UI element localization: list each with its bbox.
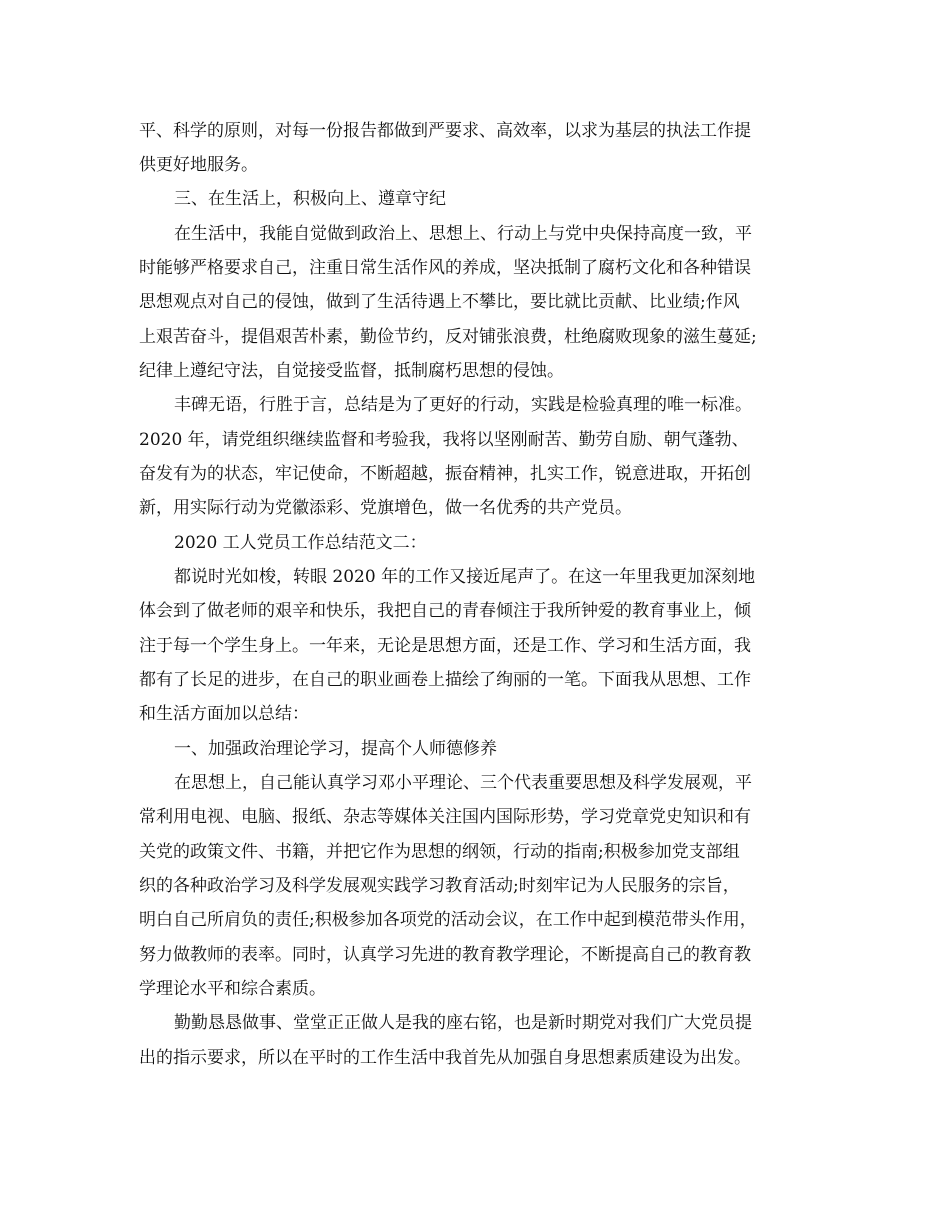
- text-line: 供更好地服务。: [139, 155, 258, 175]
- text-line: 明白自己所肩负的责任;积极参加各项党的活动会议，在工作中起到模范带头作用，: [139, 910, 757, 930]
- text-line: 丰碑无语，行胜于言，总结是为了更好的行动，实践是检验真理的唯一标准。: [174, 395, 752, 415]
- text-line: 努力做教师的表率。同时，认真学习先进的教育教学理论，不断提高自己的教育教: [139, 945, 751, 965]
- text-line: 体会到了做老师的艰辛和快乐，我把自己的青春倾注于我所钟爱的教育事业上，倾: [139, 601, 751, 621]
- text-line: 织的各种政治学习及科学发展观实践学习教育活动;时刻牢记为人民服务的宗旨，: [139, 876, 740, 896]
- text-line: 关党的政策文件、书籍，并把它作为思想的纲领，行动的指南;积极参加党支部组: [139, 842, 740, 862]
- text-line: 都说时光如梭，转眼 2020 年的工作又接近尾声了。在这一年里我更加深刻地: [174, 567, 756, 587]
- text-line: 奋发有为的状态，牢记使命，不断超越，振奋精神，扎实工作，锐意进取，开拓创: [139, 464, 751, 484]
- text-line: 上艰苦奋斗，提倡艰苦朴素，勤俭节约，反对铺张浪费，杜绝腐败现象的滋生蔓延;: [139, 327, 757, 347]
- text-line: 在生活中，我能自觉做到政治上、思想上、行动上与党中央保持高度一致，平: [174, 224, 752, 244]
- text-line: 出的指示要求，所以在平时的工作生活中我首先从加强自身思想素质建设为出发。: [139, 1048, 751, 1068]
- text-line: 和生活方面加以总结：: [139, 704, 309, 724]
- text-line: 纪律上遵纪守法，自觉接受监督，抵制腐朽思想的侵蚀。: [139, 361, 564, 381]
- text-line: 注于每一个学生身上。一年来，无论是思想方面，还是工作、学习和生活方面，我: [139, 636, 751, 656]
- text-line: 平、科学的原则，对每一份报告都做到严要求、高效率，以求为基层的执法工作提: [139, 121, 751, 141]
- text-line: 都有了长足的进步，在自己的职业画卷上描绘了绚丽的一笔。下面我从思想、工作: [139, 670, 751, 690]
- text-line: 勤勤恳恳做事、堂堂正正做人是我的座右铭，也是新时期党对我们广大党员提: [174, 1013, 752, 1033]
- text-line: 在思想上，自己能认真学习邓小平理论、三个代表重要思想及科学发展观，平: [174, 773, 752, 793]
- text-line: 学理论水平和综合素质。: [139, 979, 326, 999]
- text-line: 思想观点对自己的侵蚀，做到了生活待遇上不攀比，要比就比贡献、比业绩;作风: [139, 292, 740, 312]
- text-line: 2020 年，请党组织继续监督和考验我，我将以坚刚耐苦、勤劳自励、朝气蓬勃、: [139, 430, 749, 450]
- text-line: 新，用实际行动为党徽添彩、党旗增色，做一名优秀的共产党员。: [139, 498, 632, 518]
- section-heading: 一、加强政治理论学习，提高个人师德修养: [174, 739, 497, 759]
- section-heading: 2020 工人党员工作总结范文二：: [174, 533, 427, 553]
- section-heading: 三、在生活上，积极向上、遵章守纪: [174, 189, 446, 209]
- text-line: 常利用电视、电脑、报纸、杂志等媒体关注国内国际形势，学习党章党史知识和有: [139, 807, 751, 827]
- text-line: 时能够严格要求自己，注重日常生活作风的养成，坚决抵制了腐朽文化和各种错误: [139, 258, 751, 278]
